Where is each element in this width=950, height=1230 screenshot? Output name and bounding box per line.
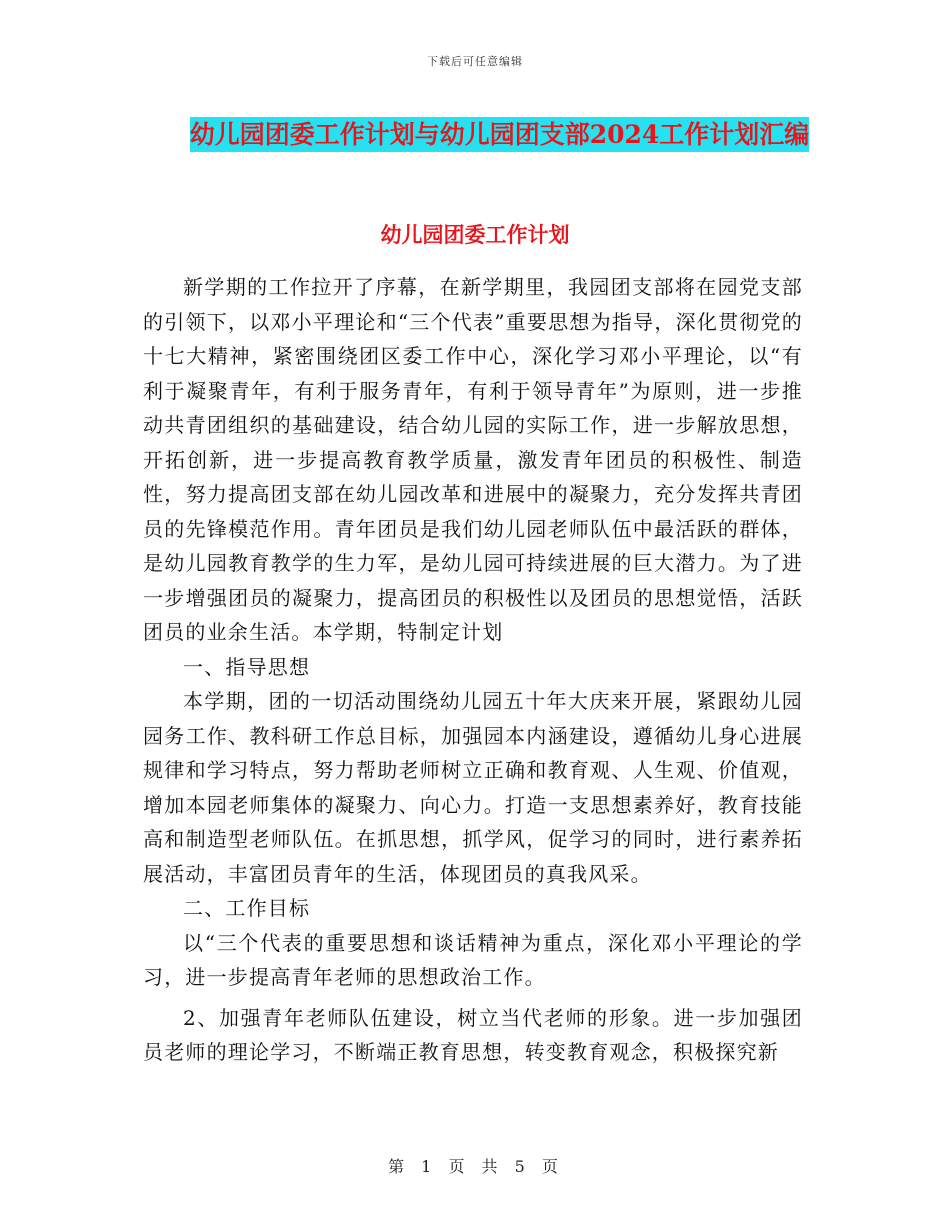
body-paragraph-guiding-ideology: 本学期，团的一切活动围绕幼儿园五十年大庆来开展，紧跟幼儿园园务工作、教科研工作总目标，加强园本内涵建设，遵循幼儿身心进展规律和学习特点，努力帮助老师树立正确和教育观、人生观、价值观，增加本园老师集体的凝聚力、向心力。打造一支思想素养好，教育技能高和制造型老师队伍。在抓思想，抓学风，促学习的同时，进行素养拓展活动，丰富团员青年的生活，体现团员的真我风采。 [143,689,803,886]
section-heading-guiding-ideology: 一、指导思想 [183,654,311,679]
body-paragraph-teacher-team: 2、加强青年老师队伍建设，树立当代老师的形象。进一步加强团员老师的理论学习，不断端正教育思想，转变教育观念，积极探究新 [143,1005,803,1064]
page-number-indicator: 第 1 页 共 5 页 [388,1157,562,1176]
document-body [143,270,803,1070]
section-title: 幼儿园团委工作计划 [380,222,570,247]
document-title-text: 幼儿园团委工作计划与幼儿园团支部2024工作计划汇编 [190,117,810,152]
body-paragraph-intro: 新学期的工作拉开了序幕，在新学期里，我园团支部将在园党支部的引领下，以邓小平理论和“三个代表”重要思想为指导，深化贯彻党的十七大精神，紧密围绕团区委工作中心，深化学习邓小平理论，以“有利于凝聚青年，有利于服务青年，有利于领导青年”为原则，进一步推动共青团组织的基础建设，结合幼儿园的实际工作，进一步解放思想，开拓创新，进一步提高教育教学质量，激发青年团员的积极性、制造性，努力提高团支部在幼儿园改革和进展中的凝聚力，充分发挥共青团员的先锋模范作用。青年团员是我们幼儿园老师队伍中最活跃的群体，是幼儿园教育教学的生力军，是幼儿园可持续进展的巨大潜力。为了进一步增强团员的凝聚力，提高团员的积极性以及团员的思想觉悟，活跃团员的业余生活。本学期，特制定计划 [143,275,803,644]
document-title [187,110,812,160]
body-paragraph-work-goals: 以“三个代表的重要思想和谈话精神为重点，深化邓小平理论的学习，进一步提高青年老师的思想政治工作。 [143,930,803,989]
page-header-note: 下载后可任意编辑 [427,55,523,68]
section-heading-work-goals: 二、工作目标 [183,896,311,920]
